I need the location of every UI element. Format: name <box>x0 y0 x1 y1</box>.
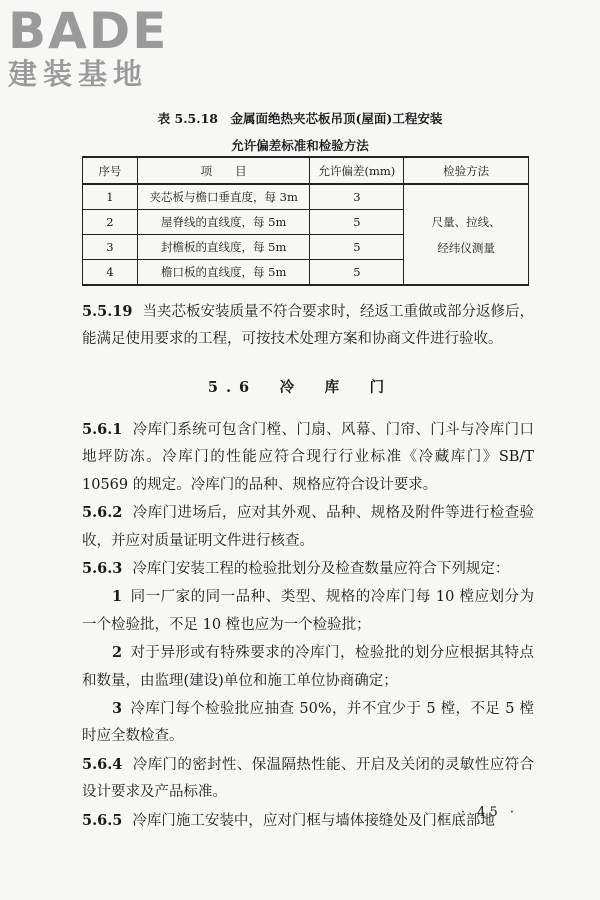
clause-text: 冷库门安装工程的检验批划分及检查数量应符合下列规定： <box>132 561 510 578</box>
row-item: 屋脊线的直线度，每 5m <box>137 210 310 235</box>
item-number: 3 <box>112 700 123 718</box>
table-caption-line1: 表 5.5.18 金属面绝热夹芯板吊顶(屋面)工程安装 <box>157 111 443 126</box>
table-caption-line2: 允许偏差标准和检验方法 <box>231 138 369 153</box>
table-header-cell: 允许偏差(mm) <box>310 157 404 184</box>
item-number: 2 <box>112 644 123 662</box>
logo <box>8 2 178 91</box>
inspection-method-line: 经纬仪测量 <box>437 240 495 255</box>
page-number: · 45 · <box>460 805 518 820</box>
row-tolerance: 3 <box>310 184 404 210</box>
table-row <box>83 184 529 210</box>
logo-subtitle: 建装基地 <box>8 57 149 91</box>
clause-5-6-2 <box>82 499 534 555</box>
clause-text: 当夹芯板安装质量不符合要求时，经返工重做或部分返修后，能满足使用要求的工程，可按技术处理方案和协商文件进行验收。 <box>82 304 534 348</box>
clause-number: 5.6.4 <box>82 755 123 773</box>
inspection-method-line: 尺量、拉线、 <box>431 214 501 229</box>
logo-wordmark: BADE <box>8 2 169 60</box>
table-header-row <box>83 157 529 184</box>
clause-5-6-3 <box>82 555 534 583</box>
row-item: 夹芯板与檐口垂直度，每 3m <box>137 184 310 210</box>
list-item <box>82 695 534 751</box>
clause-number: 5.5.19 <box>82 303 133 320</box>
item-text: 同一厂家的同一品种、类型、规格的冷库门每 10 樘应划分为一个检验批，不足 10 樘也应为一个检验批； <box>82 589 534 633</box>
list-item <box>82 583 534 639</box>
tolerance-table <box>82 156 529 286</box>
section-body <box>82 416 534 835</box>
row-item: 封檐板的直线度，每 5m <box>137 235 310 260</box>
clause-5-5-19 <box>82 298 534 354</box>
row-number: 3 <box>83 235 138 260</box>
list-item <box>82 639 534 695</box>
clause-number: 5.6.3 <box>82 560 123 578</box>
clause-text: 冷库门系统可包含门樘、门扇、风幕、门帘、门斗与冷库门口地坪防冻。冷库门的性能应符合现行行业标准《冷藏库门》SB/T 10569 的规定。冷库门的品种、规格应符合设计要求。 <box>82 422 534 493</box>
clause-text: 冷库门的密封性、保温隔热性能、开启及关闭的灵敏性应符合设计要求及产品标准。 <box>82 756 534 801</box>
row-number: 2 <box>83 210 138 235</box>
clause-5-6-4 <box>82 751 534 807</box>
item-text: 对于异形或有特殊要求的冷库门，检验批的划分应根据其特点和数量，由监理(建设)单位和施工单位协商确定； <box>82 645 534 689</box>
clause-text: 冷库门进场后，应对其外观、品种、规格及附件等进行检查验收，并应对质量证明文件进行核查。 <box>82 505 534 549</box>
row-tolerance: 5 <box>310 260 404 286</box>
item-number: 1 <box>112 588 123 606</box>
table-header-cell: 序号 <box>83 157 138 184</box>
clause-number: 5.6.2 <box>82 504 123 522</box>
item-text: 冷库门每个检验批应抽查 50%，并不宜少于 5 樘，不足 5 樘时应全数检查。 <box>82 701 534 745</box>
clause-5-6-1 <box>82 416 534 499</box>
clause-number: 5.6.1 <box>82 421 123 438</box>
section-heading: 5.6 冷 库 门 <box>207 379 393 396</box>
table-header-cell: 项 目 <box>137 157 310 184</box>
row-tolerance: 5 <box>310 235 404 260</box>
row-number: 1 <box>83 184 138 210</box>
clause-number: 5.6.5 <box>82 811 123 829</box>
row-item: 檐口板的直线度，每 5m <box>137 260 310 286</box>
inspection-method-cell <box>404 184 529 285</box>
row-number: 4 <box>83 260 138 286</box>
clause-text: 冷库门施工安装中，应对门框与墙体接缝处及门框底部地 <box>132 812 495 829</box>
table-header-cell: 检验方法 <box>404 157 529 184</box>
row-tolerance: 5 <box>310 210 404 235</box>
